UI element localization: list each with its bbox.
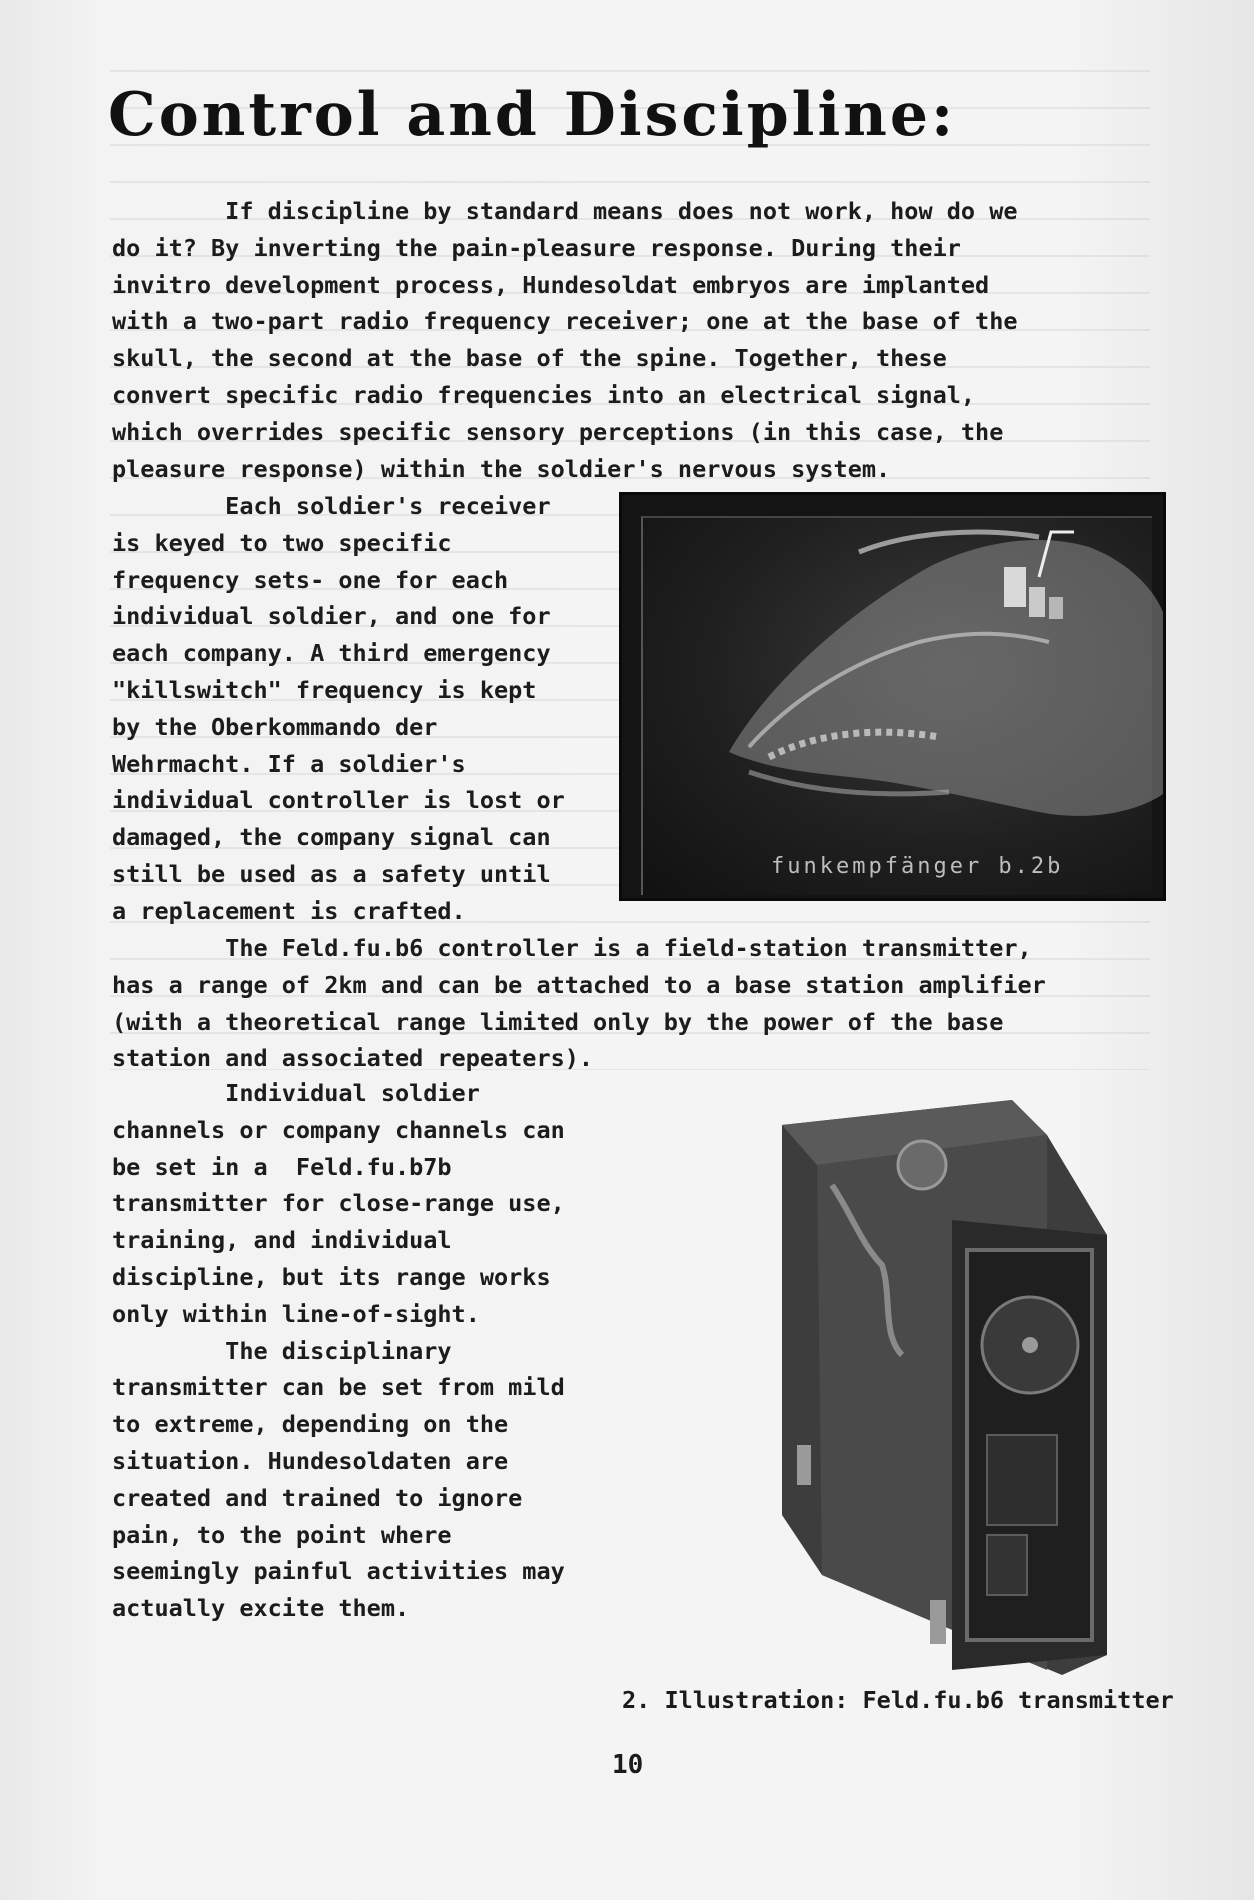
paragraph-receiver: Each soldier's receiver is keyed to two specific frequency sets- one for each individual soldier, and one for each company. A third emergency "killswitch" frequency is kept by the Oberkommando der Wehrmacht. If a soldier's individual controller is lost or damaged, the company signal can still be used as a safety until a replacement is crafted. <box>112 492 565 925</box>
page-title: Control and Discipline: <box>108 80 957 150</box>
transmitter-photo <box>762 1095 1127 1675</box>
page-number: 10 <box>612 1750 644 1780</box>
xray-image <box>619 492 1166 901</box>
paragraph-controller: The Feld.fu.b6 controller is a field-station transmitter, has a range of 2km and can be attached to a base station amplifier (with a theoretical range limited only by the power of the base station and associated repeaters). <box>112 934 1046 1073</box>
paragraph-transmitter: Individual soldier channels or company channels can be set in a Feld.fu.b7b transmitter for close-range use, training, and individual discipline, but its range works only within line-of-sight. The disciplinary transmitter can be set from mild to extreme, depending on the situation. Hundesoldaten are created and trained to ignore pain, to the point where seemingly painful activities may actually excite them. <box>112 1079 565 1623</box>
paragraph-intro: If discipline by standard means does not work, how do we do it? By inverting the pain-pleasure response. During their invitro development process, Hundesoldat embryos are implanted with a two-part radio frequency receiver; one at the base of the skull, the second at the base of the spine. Together, these convert specific radio frequencies into an electrical signal, which overrides specific sensory perceptions (in this case, the pleasure response) within the soldier's nervous system. <box>112 197 1018 483</box>
xray-caption: funkempfänger b.2b <box>771 854 1064 879</box>
dog-skull-xray-graphic <box>619 492 1166 901</box>
illustration-caption: 2. Illustration: Feld.fu.b6 transmitter <box>622 1686 1174 1714</box>
